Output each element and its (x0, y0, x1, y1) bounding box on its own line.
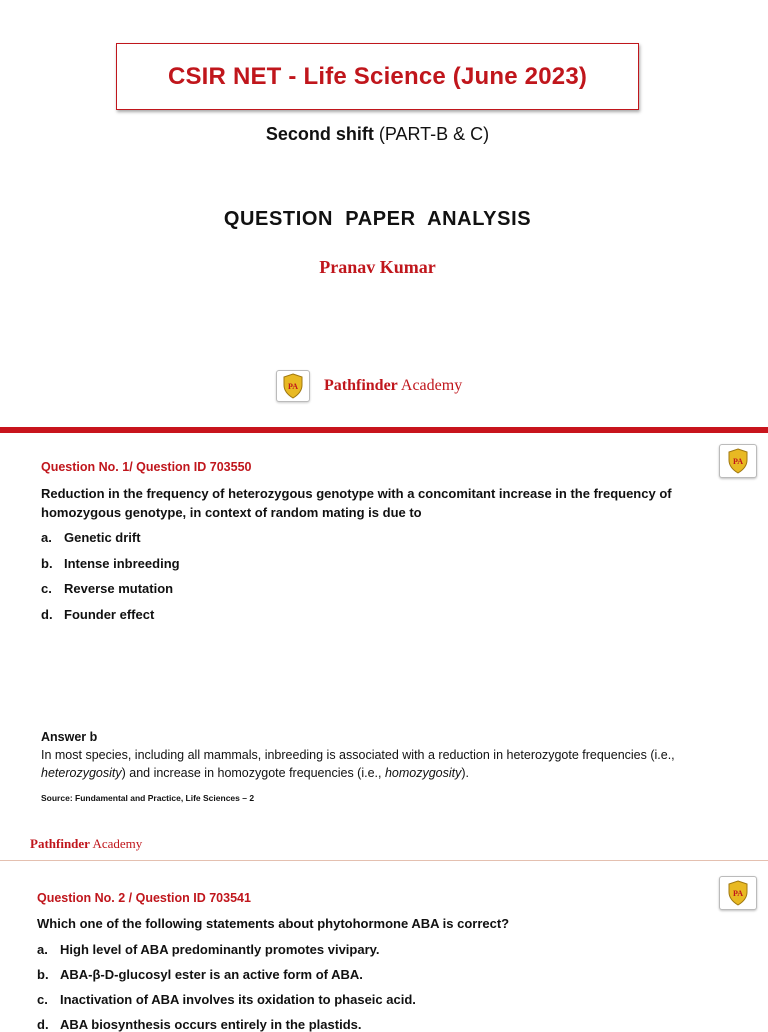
option-text: Inactivation of ABA involves its oxidation to phaseic acid. (60, 992, 416, 1007)
cover-subtitle (0, 124, 755, 145)
option-text: Genetic drift (64, 530, 141, 545)
option-letter: a. (37, 942, 48, 957)
option-letter: b. (37, 967, 49, 982)
question2-option-c (37, 992, 416, 1007)
option-letter: d. (37, 1017, 49, 1032)
footer-brand-bold: Pathfinder (30, 836, 90, 851)
option-text: High level of ABA predominantly promotes vivipary. (60, 942, 380, 957)
shield-logo-icon (719, 876, 757, 910)
question1-header: Question No. 1/ Question ID 703550 (41, 460, 252, 474)
slide-divider-line (0, 860, 768, 861)
answer-term-heterozygosity: heterozygosity (41, 766, 122, 780)
answer-explanation (41, 746, 731, 782)
subtitle-parts: (PART-B & C) (373, 124, 490, 144)
cover-brand-rest: Academy (397, 377, 463, 394)
answer-label: Answer b (41, 730, 98, 744)
question1-text: Reduction in the frequency of heterozygous genotype with a concomitant increase in the frequency of homozygous genotype, in context of random mating is due to (41, 486, 672, 520)
question1-option-c (41, 581, 173, 596)
logo-monogram: PA (287, 382, 299, 391)
footer-brand (30, 836, 142, 852)
question2-header: Question No. 2 / Question ID 703541 (37, 891, 251, 905)
option-text: Reverse mutation (64, 581, 174, 596)
question2-text: Which one of the following statements about phytohormone ABA is correct? (37, 916, 510, 931)
slide-divider-bar (0, 427, 768, 433)
logo-monogram: PA (732, 457, 744, 466)
cover-brand-row (276, 370, 462, 402)
question1-option-d (41, 607, 154, 622)
footer-brand-rest: Academy (89, 836, 143, 851)
cover-brand-bold: Pathfinder (324, 377, 398, 394)
question1-option-b (41, 556, 180, 571)
subtitle-shift: Second shift (265, 124, 374, 144)
option-letter: c. (37, 992, 48, 1007)
answer-source: Source: Fundamental and Practice, Life Sciences – 2 (41, 793, 255, 803)
question1-option-a (41, 530, 141, 545)
option-text: ABA-β-D-glucosyl ester is an active form of ABA. (60, 967, 363, 982)
option-text: Founder effect (64, 607, 155, 622)
question2-option-b (37, 967, 363, 982)
shield-logo-icon (276, 370, 310, 402)
cover-title-box (116, 43, 639, 110)
answer-text-3: ). (461, 766, 470, 780)
answer-text-1: In most species, including all mammals, inbreeding is associated with a reduction in heterozygote frequencies (i.e., (41, 748, 675, 762)
answer-text-2: ) and increase in homozygote frequencies (i.e., (121, 766, 385, 780)
option-text: ABA biosynthesis occurs entirely in the plastids. (60, 1017, 362, 1032)
shield-logo-icon (719, 444, 757, 478)
answer-term-homozygosity: homozygosity (384, 766, 462, 780)
analysis-title: QUESTION PAPER ANALYSIS (223, 208, 532, 230)
cover-title: CSIR NET - Life Science (June 2023) (167, 62, 588, 90)
option-letter: a. (41, 530, 52, 545)
option-letter: b. (41, 556, 53, 571)
option-letter: d. (41, 607, 53, 622)
question2-option-d (37, 1017, 361, 1032)
logo-monogram: PA (732, 889, 744, 898)
question2-option-a (37, 942, 380, 957)
option-letter: c. (41, 581, 52, 596)
option-text: Intense inbreeding (64, 556, 180, 571)
author-name: Pranav Kumar (319, 257, 436, 277)
cover-brand (324, 377, 462, 395)
